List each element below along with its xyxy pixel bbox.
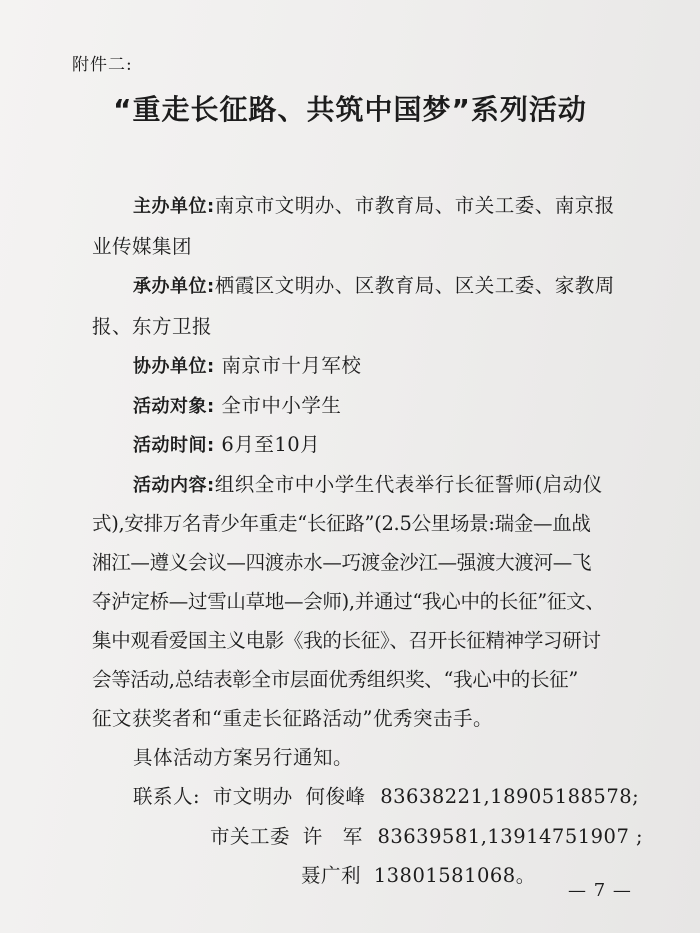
contact-name: 聂广利: [301, 864, 362, 887]
undertaker-value-line2: 报、东方卫报: [92, 315, 213, 338]
time-row: [133, 429, 320, 457]
contact-row: [133, 781, 639, 809]
organizer-value-line1: 南京市文明办、市教育局、市关工委、南京报: [214, 194, 615, 217]
time-label: 活动时间:: [133, 435, 215, 456]
target-value: 全市中小学生: [221, 394, 342, 417]
target-label: 活动对象:: [133, 396, 215, 417]
contact-phones: 83638221,18905188578;: [380, 785, 640, 808]
content-line: 会等活动,总结表彰全市层面优秀组织奖、“我心中的长征”: [92, 668, 579, 691]
undertaker-label: 承办单位:: [133, 276, 215, 297]
content-label: 活动内容:: [133, 475, 215, 496]
notice-text: 具体活动方案另行通知。: [133, 746, 354, 769]
coorganizer-row: [133, 350, 361, 378]
contact-name: 何俊峰: [305, 785, 366, 808]
undertaker-value-line1: 栖霞区文明办、区教育局、区关工委、家教周: [214, 274, 615, 297]
content-line: 式),安排万名青少年重走“长征路”(2.5公里场景:瑞金—血战: [92, 512, 591, 535]
organizer-label: 主办单位:: [133, 196, 215, 217]
contact-phones: 83639581,13914751907 ;: [377, 825, 644, 848]
organizer-row: [133, 190, 615, 218]
contact-row: [210, 821, 643, 849]
content-line: 征文获奖者和“重走长征路活动”优秀突击手。: [92, 707, 493, 730]
target-row: [133, 390, 341, 418]
coorganizer-value: 南京市十月军校: [221, 354, 362, 377]
contact-org: 市关工委: [210, 825, 291, 848]
contact-org: 市文明办: [212, 785, 293, 808]
document-title: “重走长征路、共筑中国梦”系列活动: [113, 93, 587, 126]
coorganizer-label: 协办单位:: [133, 356, 215, 377]
content-line: 夺泸定桥—过雪山草地—会师),并通过“我心中的长征”征文、: [92, 590, 605, 613]
contact-row: [301, 860, 536, 888]
time-value: 6月至10月: [221, 433, 321, 456]
content-line: 组织全市中小学生代表举行长征誓师(启动仪: [214, 473, 603, 496]
organizer-value-line2: 业传媒集团: [92, 235, 193, 258]
contact-phones: 13801581068。: [373, 864, 536, 887]
contacts-label: 联系人:: [133, 785, 201, 808]
content-line: 湘江—遵义会议—四渡赤水—巧渡金沙江—强渡大渡河—飞: [92, 551, 592, 574]
content-row: [133, 469, 603, 497]
content-line: 集中观看爱国主义电影《我的长征》、召开长征精神学习研讨: [92, 629, 601, 652]
undertaker-row: [133, 270, 615, 298]
contact-name: 许 军: [302, 825, 363, 848]
page-number: — 7 —: [568, 880, 632, 901]
attachment-label: 附件二:: [72, 55, 133, 75]
